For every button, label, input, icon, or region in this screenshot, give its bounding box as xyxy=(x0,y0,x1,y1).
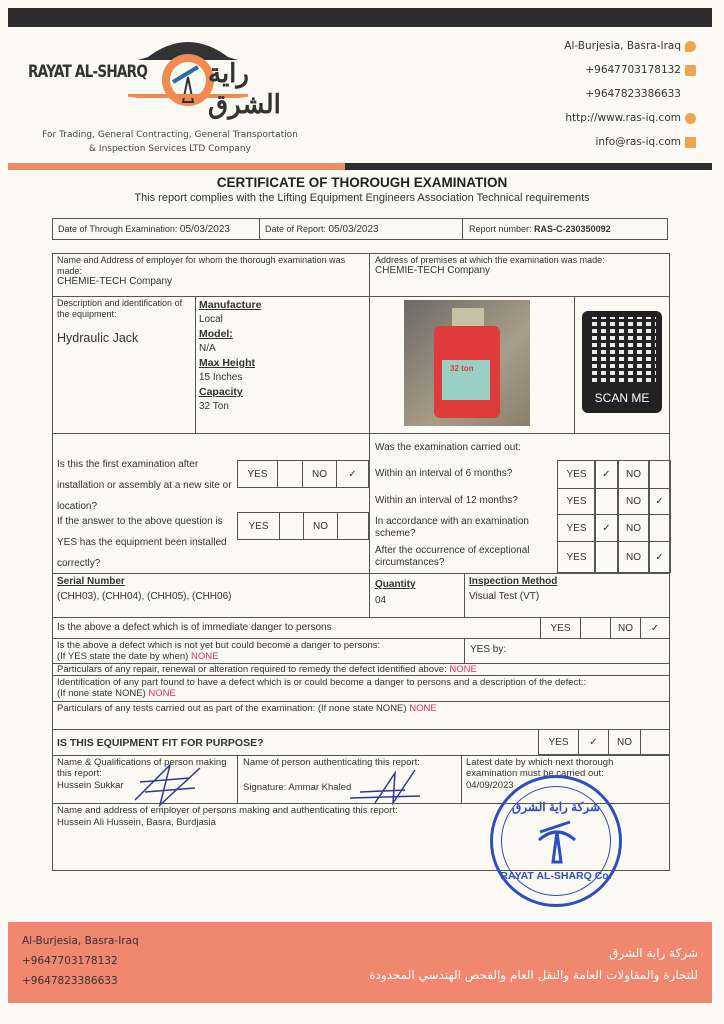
yes-label: YES xyxy=(557,541,596,573)
future-danger-question: Is the above a defect which is not yet but could become a danger to persons: xyxy=(57,640,381,651)
capacity-value: 32 Ton xyxy=(199,400,229,412)
yes-checkbox[interactable] xyxy=(580,617,611,639)
max-height-value: 15 Inches xyxy=(199,371,243,383)
no-label: NO xyxy=(302,460,337,488)
label: Date of Through Examination: xyxy=(58,224,178,234)
repair-row xyxy=(57,664,477,675)
fit-for-purpose-question: IS THIS EQUIPMENT FIT FOR PURPOSE? xyxy=(57,737,264,749)
value: 05/03/2023 xyxy=(328,224,379,235)
equipment-value: Hydraulic Jack xyxy=(57,331,139,345)
yes-checkbox[interactable]: ✓ xyxy=(594,514,619,542)
yes-label: YES xyxy=(538,729,579,755)
location-pin-icon xyxy=(685,41,696,52)
equipment-photo xyxy=(404,300,530,426)
yes-label: YES xyxy=(237,512,280,540)
exceptional-question: After the occurrence of exceptional circumstances? xyxy=(375,545,530,568)
no-checkbox[interactable] xyxy=(640,729,670,755)
report-date xyxy=(265,224,379,235)
yes-checkbox[interactable] xyxy=(594,541,619,573)
yes-checkbox[interactable]: ✓ xyxy=(578,729,609,755)
model-value: N/A xyxy=(199,342,216,354)
next-exam-date: 04/09/2023 xyxy=(466,780,514,791)
future-danger-when xyxy=(57,651,218,662)
no-checkbox[interactable]: ✓ xyxy=(640,617,670,639)
no-checkbox[interactable] xyxy=(337,512,369,540)
contact-phone-2 xyxy=(585,88,681,100)
employer-label: Name and Address of employer for whom the thorough examination was made: xyxy=(57,255,346,276)
quantity-label: Quantity xyxy=(375,579,416,590)
value: RAS-C-230350092 xyxy=(534,224,611,234)
yes-checkbox[interactable] xyxy=(594,488,619,515)
no-label: NO xyxy=(608,729,641,755)
certificate-subtitle: This report complies with the Lifting Equipment Engineers Association Technical requirements xyxy=(134,192,590,204)
no-label: NO xyxy=(610,617,641,639)
carried-out-label: Was the examination carried out: xyxy=(375,442,521,453)
value: 05/03/2023 xyxy=(179,224,230,235)
qr-code[interactable] xyxy=(582,311,662,413)
exam-date xyxy=(58,224,230,235)
footer-arabic xyxy=(369,942,698,986)
tests-row xyxy=(57,703,437,714)
dark-bar xyxy=(345,163,712,170)
tagline-line: For Trading, General Contracting, General Transportation xyxy=(42,130,298,140)
yes-checkbox[interactable]: ✓ xyxy=(594,460,619,489)
photo-label: 32 ton xyxy=(450,364,474,373)
max-height-label: Max Height xyxy=(199,357,256,369)
contact-text: +9647703178132 xyxy=(585,64,681,76)
no-label: NO xyxy=(617,541,650,573)
yes-label: YES xyxy=(557,460,596,489)
no-checkbox[interactable] xyxy=(648,514,671,542)
logo-text-en: RAYAT AL-SHARQ xyxy=(28,62,148,82)
footer-address: Al-Burjesia, Basra-Iraq xyxy=(22,935,139,947)
serial-label: Serial Number xyxy=(57,576,125,587)
footer-contacts xyxy=(22,931,139,991)
footer-company-ar: شركة راية الشرق xyxy=(609,946,698,960)
yes-by-label: YES by: xyxy=(470,644,507,655)
report-number xyxy=(469,224,611,235)
accent-bar xyxy=(8,163,345,170)
yes-label: YES xyxy=(557,514,596,542)
yes-checkbox[interactable] xyxy=(279,512,304,540)
premises-label: Address of premises at which the examination was made: xyxy=(375,255,605,265)
equipment-label: Description and identification of the equipment: xyxy=(57,298,183,319)
value: NONE xyxy=(190,651,219,662)
top-bar xyxy=(8,8,712,27)
globe-icon xyxy=(685,113,696,124)
method-label: Inspection Method xyxy=(469,576,558,587)
authenticator-label: Name of person authenticating this report: xyxy=(243,757,420,768)
maker-label: Name & Qualifications of person making this report: xyxy=(57,757,227,779)
no-checkbox[interactable]: ✓ xyxy=(648,488,671,515)
no-label: NO xyxy=(617,488,650,515)
interval-6-question: Within an interval of 6 months? xyxy=(375,468,513,479)
email-link[interactable]: info@ras-iq.com xyxy=(595,136,681,148)
value: NONE xyxy=(148,688,176,699)
label: Report number: xyxy=(469,224,532,234)
website-link[interactable]: http://www.ras-iq.com xyxy=(565,112,681,124)
no-checkbox[interactable]: ✓ xyxy=(648,541,671,573)
company-stamp xyxy=(490,775,622,907)
value: NONE xyxy=(409,703,437,714)
no-checkbox[interactable] xyxy=(648,460,671,489)
interval-12-question: Within an interval of 12 months? xyxy=(375,495,518,506)
no-label: NO xyxy=(303,512,338,540)
capacity-label: Capacity xyxy=(199,386,243,398)
tagline-line: & Inspection Services LTD Company xyxy=(89,144,251,154)
label: Date of Report: xyxy=(265,224,327,234)
company-tagline xyxy=(20,128,320,156)
identification-question: Identification of any part found to have a defect which is or could become a danger to persons and a description of the defect:: xyxy=(57,677,587,688)
oil-rig-icon xyxy=(535,820,579,864)
signature-icon xyxy=(345,768,425,808)
footer xyxy=(8,922,712,1003)
method-value: Visual Test (VT) xyxy=(469,591,540,602)
footer-tagline-ar: للتجارة والمقاولات العامة والنقل العام والفحص الهندسي المحدودة xyxy=(369,968,698,982)
footer-phone: +9647823386633 xyxy=(22,975,118,987)
label: Particulars of any tests carried out as part of the examination: (If none state NONE) xyxy=(57,703,407,714)
yes-checkbox[interactable] xyxy=(277,460,303,488)
contact-website[interactable] xyxy=(565,112,696,124)
phone-icon xyxy=(685,65,696,76)
no-label: NO xyxy=(617,514,650,542)
mail-icon xyxy=(685,137,696,148)
no-label: NO xyxy=(617,460,650,489)
maker-name: Hussein Sukkar xyxy=(57,780,124,791)
stamp-text-en: RAYAT AL-SHARQ Co. xyxy=(500,870,612,882)
installed-correctly-question: If the answer to the above question is YES has the equipment been installed correctly? xyxy=(57,516,227,569)
first-exam-question: Is this the first examination after installation or assembly at a new site or location? xyxy=(57,459,232,512)
premises-value: CHEMIE-TECH Company xyxy=(375,265,491,276)
label: (If none state NONE) xyxy=(57,688,146,699)
contact-email[interactable] xyxy=(595,136,696,148)
contact-address xyxy=(564,40,696,52)
immediate-danger-question: Is the above a defect which is of immediate danger to persons xyxy=(57,622,332,633)
footer-phone: +9647703178132 xyxy=(22,955,118,967)
certificate-title: CERTIFICATE OF THOROUGH EXAMINATION xyxy=(216,175,508,190)
contact-phone xyxy=(585,64,696,76)
next-exam-label: Latest date by which next thorough examination must be carried out: xyxy=(466,757,614,779)
scheme-question: In accordance with an examination scheme? xyxy=(375,516,529,539)
label: (If YES state the date by when) xyxy=(57,651,189,662)
no-checkbox[interactable]: ✓ xyxy=(336,460,369,488)
contact-text: Al-Burjesia, Basra-Iraq xyxy=(564,40,681,52)
yes-label: YES xyxy=(557,488,596,515)
company-logo xyxy=(28,32,328,127)
manufacture-label: Manufacture xyxy=(199,299,262,311)
quantity-value: 04 xyxy=(375,595,387,606)
stamp-text-ar: شركة راية الشرق xyxy=(511,800,601,814)
contact-text: +9647823386633 xyxy=(585,88,681,100)
yes-label: YES xyxy=(540,617,581,639)
employer-value: CHEMIE-TECH Company xyxy=(57,276,173,287)
serial-value: (CHH03), (CHH04), (CHH05), (CHH06) xyxy=(57,591,232,602)
label: Particulars of any repair, renewal or alteration required to remedy the defect identified above: xyxy=(57,664,447,675)
persons-employer-label: Name and address of employer of persons making and authenticating this report: xyxy=(57,805,398,816)
qr-pattern-icon xyxy=(588,317,656,385)
value: NONE xyxy=(449,664,477,675)
scan-me-label: SCAN ME xyxy=(594,391,650,405)
manufacture-value: Local xyxy=(199,313,223,325)
model-label: Model: xyxy=(199,328,233,340)
yes-label: YES xyxy=(237,460,278,488)
persons-employer-value: Hussein Ali Hussein, Basra, Burdjasia xyxy=(57,817,216,828)
authenticator-signature: Signature: Ammar Khaled xyxy=(243,782,352,793)
logo-text-ar: راية الشرق xyxy=(208,58,281,119)
equipment-details xyxy=(199,298,261,414)
identification-row xyxy=(57,688,176,699)
